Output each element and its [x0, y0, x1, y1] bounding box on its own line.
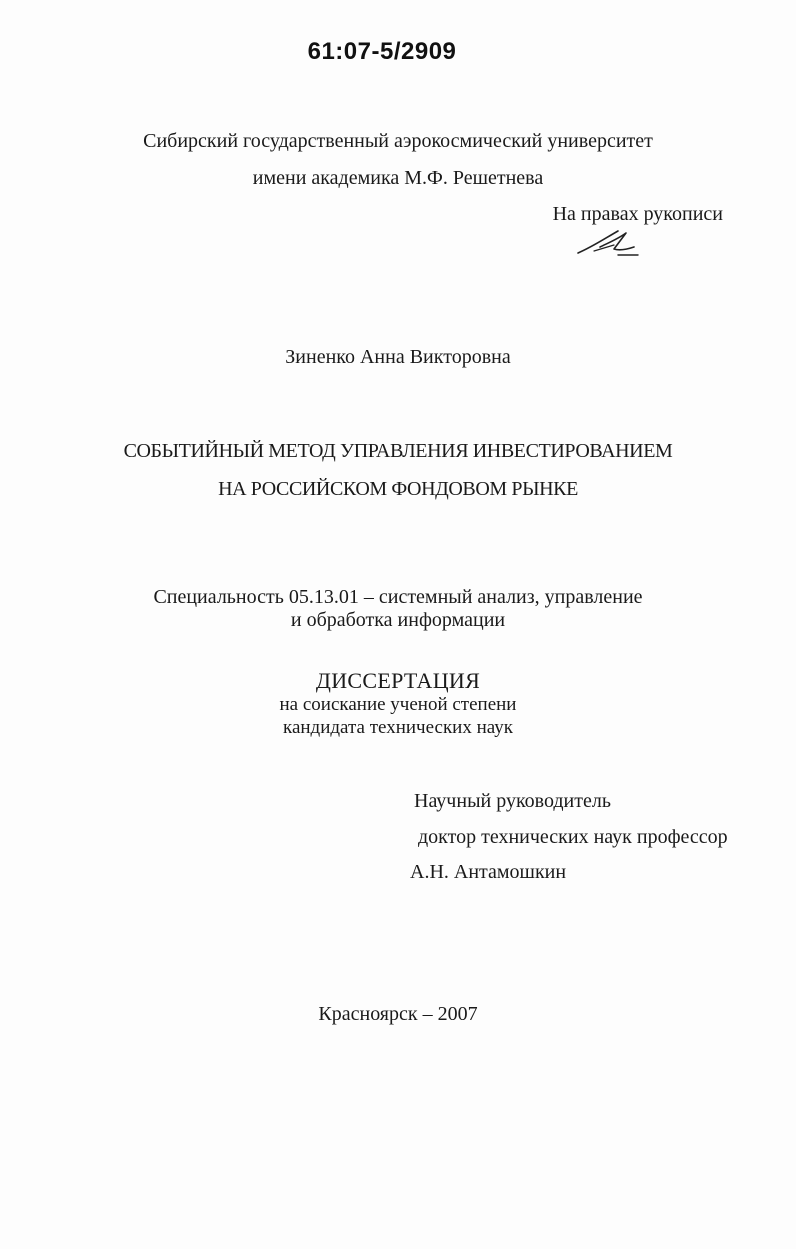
dissertation-degree-line-2: кандидата технических наук: [283, 717, 513, 738]
signature-icon: [574, 225, 644, 259]
supervisor-role: Научный руководитель: [414, 790, 611, 812]
university-name-line-2: имени академика М.Ф. Решетнева: [252, 167, 544, 189]
city-year: Красноярск – 2007: [318, 1003, 478, 1025]
supervisor-degree: доктор технических наук профессор: [418, 826, 728, 848]
dissertation-heading: ДИССЕРТАЦИЯ: [315, 668, 481, 693]
rights-note: На правах рукописи: [552, 203, 723, 225]
dissertation-degree-line-1: на соискание ученой степени: [279, 694, 517, 715]
thesis-title-line-2: НА РОССИЙСКОМ ФОНДОВОМ РЫНКЕ: [218, 478, 578, 500]
supervisor-name: А.Н. Антамошкин: [410, 861, 567, 883]
thesis-title-line-1: СОБЫТИЙНЫЙ МЕТОД УПРАВЛЕНИЯ ИНВЕСТИРОВАНИЕМ: [123, 440, 673, 462]
specialty-line-1: Специальность 05.13.01 – системный анализ, управление: [153, 586, 643, 608]
archive-code-stamp: 61:07-5/2909: [307, 38, 457, 65]
specialty-line-2: и обработка информации: [290, 609, 506, 631]
author-name: Зиненко Анна Викторовна: [285, 346, 511, 368]
university-name-line-1: Сибирский государственный аэрокосмический университет: [143, 130, 653, 152]
